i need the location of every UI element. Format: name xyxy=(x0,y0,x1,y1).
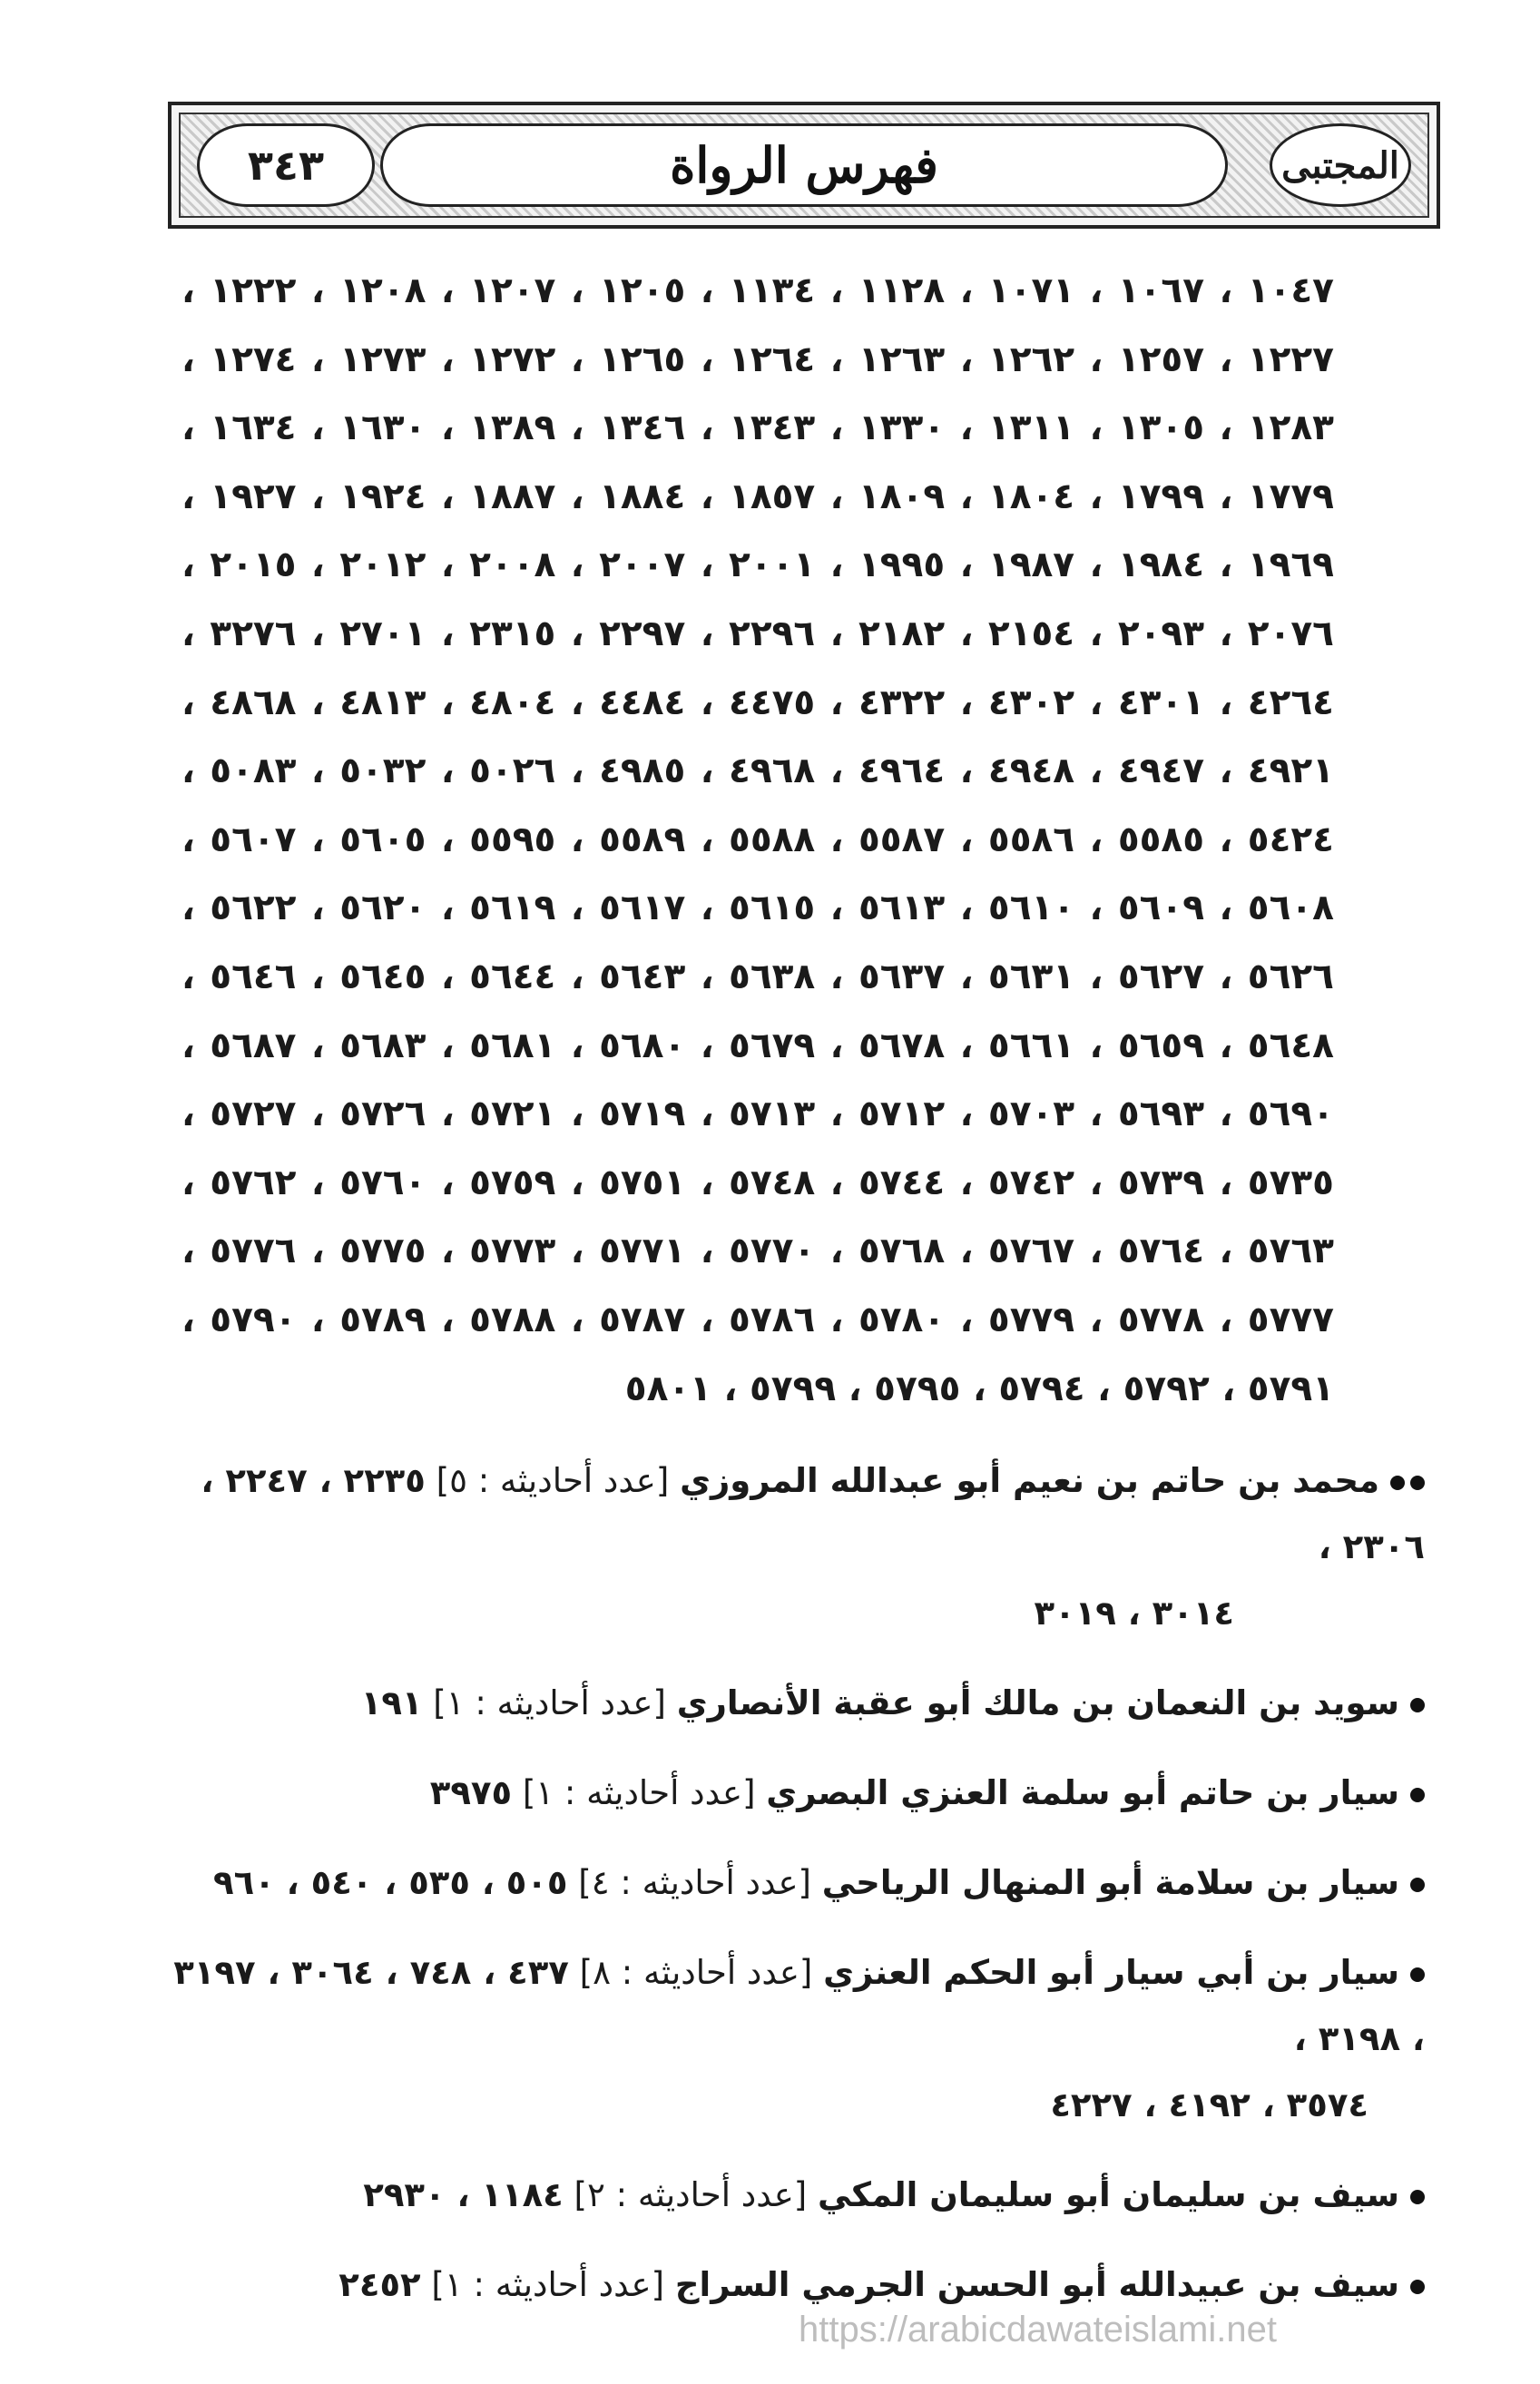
number-line: ٥٧٣٥ ، ٥٧٣٩ ، ٥٧٤٢ ، ٥٧٤٤ ، ٥٧٤٨ ، ٥٧٥١ ، ٥٧٥٩ ، ٥٧٦٠ ، ٥٧٦٢ ، xyxy=(181,1162,1334,1203)
bullet-icon xyxy=(1410,1788,1425,1802)
hadith-count: [عدد أحاديثه : ١] xyxy=(522,1773,756,1812)
narrator-name: سيار بن سلامة أبو المنهال الرياحي xyxy=(821,1863,1399,1902)
narrator-entry xyxy=(172,2162,1425,2228)
narrator-name: سيف بن عبيدالله أبو الحسن الجرمي السراج xyxy=(674,2265,1399,2304)
narrator-name: سيار بن أبي سيار أبو الحكم العنزي xyxy=(823,1953,1399,1992)
hadith-count: [عدد أحاديثه : ٥] xyxy=(436,1461,670,1500)
hadith-refs-continued: ٣٠١٤ ، ٣٠١٩ xyxy=(1034,1594,1234,1633)
watermark-url: https://arabicdawateislami.net xyxy=(799,2310,1277,2350)
hadith-count: [عدد أحاديثه : ١] xyxy=(433,1683,666,1722)
number-line: ٥٧٦٣ ، ٥٧٦٤ ، ٥٧٦٧ ، ٥٧٦٨ ، ٥٧٧٠ ، ٥٧٧١ ، ٥٧٧٣ ، ٥٧٧٥ ، ٥٧٧٦ ، xyxy=(181,1231,1334,1272)
hadith-refs-continued: ٣٥٧٤ ، ٤١٩٢ ، ٤٢٢٧ xyxy=(1050,2085,1368,2124)
number-line: ٥٦٩٠ ، ٥٦٩٣ ، ٥٧٠٣ ، ٥٧١٢ ، ٥٧١٣ ، ٥٧١٩ ، ٥٧٢١ ، ٥٧٢٦ ، ٥٧٢٧ ، xyxy=(181,1094,1334,1135)
narrator-name: سويد بن النعمان بن مالك أبو عقبة الأنصاري xyxy=(676,1683,1399,1722)
page-title: فهرس الرواة xyxy=(670,136,938,194)
narrator-name: محمد بن حاتم بن نعيم أبو عبدالله المروزي xyxy=(680,1461,1379,1500)
bullet-icon xyxy=(1410,2280,1425,2294)
page-header xyxy=(168,102,1440,229)
bullet-icon xyxy=(1390,1476,1405,1490)
number-line: ٢٠٧٦ ، ٢٠٩٣ ، ٢١٥٤ ، ٢١٨٢ ، ٢٢٩٦ ، ٢٢٩٧ ، ٢٣١٥ ، ٢٧٠١ ، ٣٢٧٦ ، xyxy=(181,613,1334,654)
narrator-entry xyxy=(172,1849,1425,1916)
number-line: ٥٧٩١ ، ٥٧٩٢ ، ٥٧٩٤ ، ٥٧٩٥ ، ٥٧٩٩ ، ٥٨٠١ xyxy=(624,1368,1334,1409)
number-line: ١٧٧٩ ، ١٧٩٩ ، ١٨٠٤ ، ١٨٠٩ ، ١٨٥٧ ، ١٨٨٤ ، ١٨٨٧ ، ١٩٢٤ ، ١٩٢٧ ، xyxy=(181,476,1334,517)
narrator-entry xyxy=(172,1447,1425,1646)
book-logo xyxy=(1270,123,1411,207)
hadith-refs: ١٩١ xyxy=(360,1683,423,1722)
hadith-number-list xyxy=(181,270,1334,1437)
hadith-count: [عدد أحاديثه : ٢] xyxy=(574,2175,808,2214)
narrator-entry xyxy=(172,1939,1425,2138)
narrator-name: سيار بن حاتم أبو سلمة العنزي البصري xyxy=(766,1773,1399,1812)
header-ornament xyxy=(179,113,1429,218)
number-line: ٤٢٦٤ ، ٤٣٠١ ، ٤٣٠٢ ، ٤٣٢٢ ، ٤٤٧٥ ، ٤٤٨٤ ، ٤٨٠٤ ، ٤٨١٣ ، ٤٨٦٨ ، xyxy=(181,682,1334,723)
hadith-refs: ١١٨٤ ، ٢٩٣٠ xyxy=(363,2175,564,2214)
number-line: ٥٧٧٧ ، ٥٧٧٨ ، ٥٧٧٩ ، ٥٧٨٠ ، ٥٧٨٦ ، ٥٧٨٧ ، ٥٧٨٨ ، ٥٧٨٩ ، ٥٧٩٠ ، xyxy=(181,1299,1334,1340)
number-line: ١٢٢٧ ، ١٢٥٧ ، ١٢٦٢ ، ١٢٦٣ ، ١٢٦٤ ، ١٢٦٥ ، ١٢٧٢ ، ١٢٧٣ ، ١٢٧٤ ، xyxy=(181,338,1334,380)
narrator-entries xyxy=(172,1447,1425,2341)
number-line: ١٠٤٧ ، ١٠٦٧ ، ١٠٧١ ، ١١٢٨ ، ١١٣٤ ، ١٢٠٥ ، ١٢٠٧ ، ١٢٠٨ ، ١٢٢٢ ، xyxy=(181,270,1334,311)
hadith-refs: ٣٩٧٥ xyxy=(429,1773,513,1812)
title-cartouche xyxy=(380,123,1228,207)
hadith-count: [عدد أحاديثه : ٤] xyxy=(578,1863,811,1902)
narrator-entry xyxy=(172,1670,1425,1736)
number-line: ٥٦٤٨ ، ٥٦٥٩ ، ٥٦٦١ ، ٥٦٧٨ ، ٥٦٧٩ ، ٥٦٨٠ ، ٥٦٨١ ، ٥٦٨٣ ، ٥٦٨٧ ، xyxy=(181,1025,1334,1066)
hadith-refs: ٤٣٧ ، ٧٤٨ ، ٣٠٦٤ ، ٣١٩٧ ، ٣١٩٨ ، xyxy=(173,1953,1425,2058)
bullet-icon xyxy=(1410,2190,1425,2204)
number-line: ٤٩٢١ ، ٤٩٤٧ ، ٤٩٤٨ ، ٤٩٦٤ ، ٤٩٦٨ ، ٤٩٨٥ ، ٥٠٢٦ ، ٥٠٣٢ ، ٥٠٨٣ ، xyxy=(181,751,1334,792)
bullet-icon xyxy=(1410,1476,1425,1490)
number-line: ٥٦٠٨ ، ٥٦٠٩ ، ٥٦١٠ ، ٥٦١٣ ، ٥٦١٥ ، ٥٦١٧ ، ٥٦١٩ ، ٥٦٢٠ ، ٥٦٢٢ ، xyxy=(181,888,1334,929)
bullet-icon xyxy=(1410,1698,1425,1712)
number-line: ٥٤٢٤ ، ٥٥٨٥ ، ٥٥٨٦ ، ٥٥٨٧ ، ٥٥٨٨ ، ٥٥٨٩ ، ٥٥٩٥ ، ٥٦٠٥ ، ٥٦٠٧ ، xyxy=(181,819,1334,860)
hadith-refs: ٥٠٥ ، ٥٣٥ ، ٥٤٠ ، ٩٦٠ xyxy=(213,1863,568,1902)
page-number: ٣٤٣ xyxy=(247,141,325,190)
hadith-count: [عدد أحاديثه : ٨] xyxy=(579,1953,813,1992)
narrator-name: سيف بن سليمان أبو سليمان المكي xyxy=(818,2175,1399,2214)
hadith-refs: ٢٢٣٥ ، ٢٢٤٧ ، ٢٣٠٦ ، xyxy=(201,1461,1425,1566)
hadith-count: [عدد أحاديثه : ١] xyxy=(431,2265,665,2304)
narrator-entry xyxy=(172,2252,1425,2318)
narrator-entry xyxy=(172,1760,1425,1826)
hadith-refs: ٢٤٥٢ xyxy=(338,2265,421,2304)
bullet-icon xyxy=(1410,1878,1425,1892)
page-number-cartouche xyxy=(197,123,375,207)
book-logo-text: المجتبى xyxy=(1281,143,1399,187)
number-line: ١٩٦٩ ، ١٩٨٤ ، ١٩٨٧ ، ١٩٩٥ ، ٢٠٠١ ، ٢٠٠٧ ، ٢٠٠٨ ، ٢٠١٢ ، ٢٠١٥ ، xyxy=(181,544,1334,586)
number-line: ١٢٨٣ ، ١٣٠٥ ، ١٣١١ ، ١٣٣٠ ، ١٣٤٣ ، ١٣٤٦ ، ١٣٨٩ ، ١٦٣٠ ، ١٦٣٤ ، xyxy=(181,407,1334,449)
number-line: ٥٦٢٦ ، ٥٦٢٧ ، ٥٦٣١ ، ٥٦٣٧ ، ٥٦٣٨ ، ٥٦٤٣ ، ٥٦٤٤ ، ٥٦٤٥ ، ٥٦٤٦ ، xyxy=(181,956,1334,997)
bullet-icon xyxy=(1410,1967,1425,1982)
